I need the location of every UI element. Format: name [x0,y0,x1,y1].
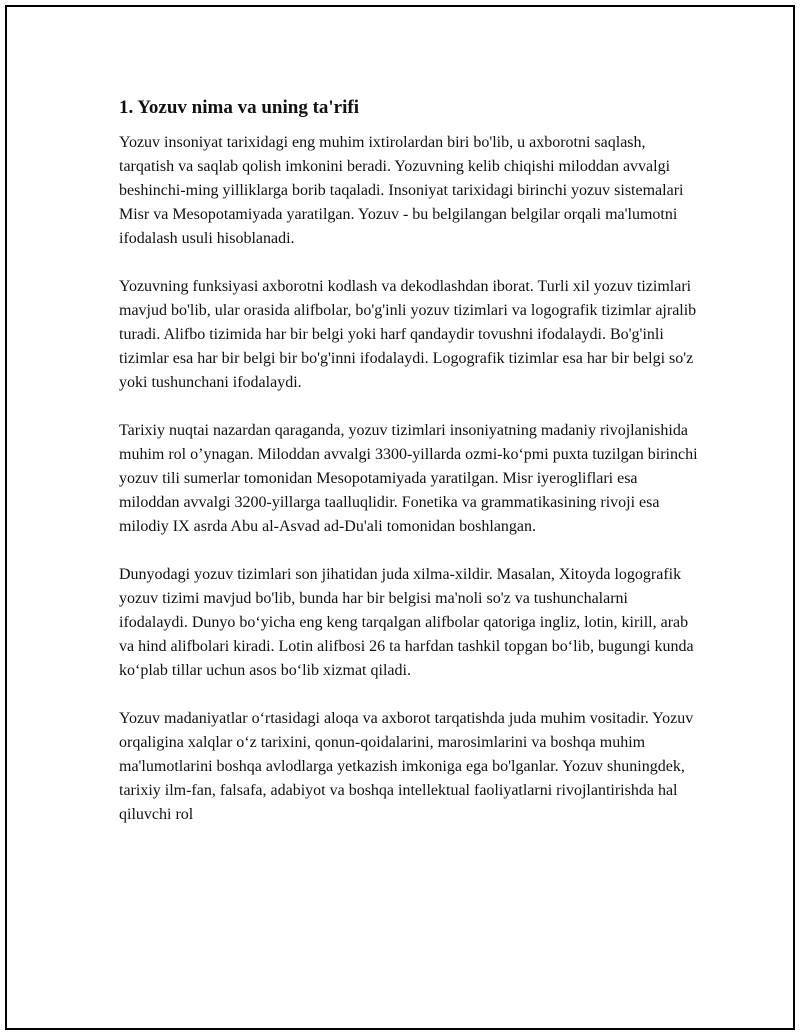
document-content [119,95,699,851]
section-heading: 1. Yozuv nima va uning ta'rifi [119,97,359,118]
paragraph: Tarixiy nuqtai nazardan qaraganda, yozuv tizimlari insoniyatning madaniy rivojlanishida muhim rol o’ynagan. Miloddan avvalgi 3300-yillarda ozmi-ko‘pmi puxta tuzilgan birinchi yozuv tili sumerlar tomonidan Mesopotamiyada yaratilgan. Misr iyerogliflari esa miloddan avvalgi 3200-yillarga taalluqlidir. Fonetika va grammatikasining rivoji esa milodiy IX asrda Abu al-Asvad ad-Du'ali tomonidan boshlangan. [119,422,698,535]
paragraph: Yozuv insoniyat tarixidagi eng muhim ixtirolardan biri bo'lib, u axborotni saqlash, tarqatish va saqlab qolish imkonini beradi. Yozuvning kelib chiqishi miloddan avvalgi beshinchi-ming yilliklarga borib taqaladi. Insoniyat tarixidagi birinchi yozuv sistemalari Misr va Mesopotamiyada yaratilgan. Yozuv - bu belgilangan belgilar orqali ma'lumotni ifodalash usuli hisoblanadi. [119,134,684,247]
paragraph: Dunyodagi yozuv tizimlari son jihatidan juda xilma-xildir. Masalan, Xitoyda logografik yozuv tizimi mavjud bo'lib, bunda har bir belgisi ma'noli so'z va tushunchalarni ifodalaydi. Dunyo bo‘yicha eng keng tarqalgan alifbolar qatoriga ingliz, lotin, kirill, arab va hind alifbolari kiradi. Lotin alifbosi 26 ta harfdan tashkil topgan bo‘lib, bugungi kunda ko‘plab tillar uchun asos bo‘lib xizmat qiladi. [119,566,694,679]
document-page [5,5,795,1030]
paragraph: Yozuv madaniyatlar o‘rtasidagi aloqa va axborot tarqatishda juda muhim vositadir. Yozuv orqaligina xalqlar o‘z tarixini, qonun-qoidalarini, marosimlarini va boshqa muhim ma'lumotlarini boshqa avlodlarga yetkazish imkoniga ega bo'lganlar. Yozuv shuningdek, tarixiy ilm-fan, falsafa, adabiyot va boshqa intellektual faoliyatlarni rivojlantirishda hal qiluvchi rol [119,710,694,823]
paragraph: Yozuvning funksiyasi axborotni kodlash va dekodlashdan iborat. Turli xil yozuv tizimlari mavjud bo'lib, ular orasida alifbolar, bo'g'inli yozuv tizimlari va logografik tizimlar ajralib turadi. Alifbo tizimida har bir belgi yoki harf qandaydir tovushni ifodalaydi. Bo'g'inli tizimlar esa har bir belgi bir bo'g'inni ifodalaydi. Logografik tizimlar esa har bir belgi so'z yoki tushunchani ifodalaydi. [119,278,697,391]
